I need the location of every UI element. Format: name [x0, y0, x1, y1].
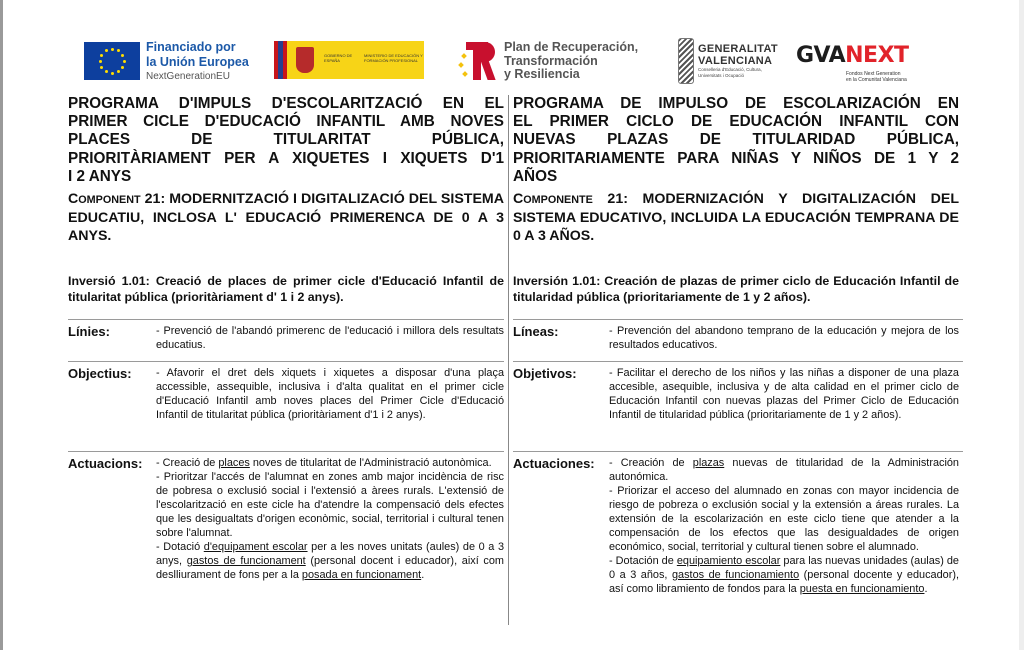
title-line: PRIMER CICLE D'EDUCACIÓ INFANTIL AMB NOVES: [68, 113, 504, 131]
row-label: Objetivos:: [513, 366, 577, 381]
underlined-term: gastos de funcionament: [186, 555, 306, 567]
row-paragraph: [609, 366, 959, 422]
text-run: - Facilitar el derecho de los niños y las niñas a disponer de una plaza accesible, asequible, inclusiva y de alta calidad en el primer ciclo de Educación Infantil con nuevas plazas del Primer Ciclo de Educación Infantil de titularidad pública (prioritariamente de 1 y 2 años).: [609, 367, 959, 421]
text-run: para las nuevas unidades (aulas) de 0 a 3 años,: [609, 555, 959, 581]
component-prefix-cap: C: [68, 191, 79, 208]
component-prefix-cap: C: [513, 191, 524, 208]
eu-star-icon: [111, 72, 114, 75]
row-body: [156, 366, 504, 422]
page-left-edge: [0, 0, 3, 650]
row-paragraph: [156, 366, 504, 422]
component-heading: [68, 190, 504, 246]
title-line: PLACES DE TITULARITAT PÚBLICA,: [68, 131, 504, 149]
prtr-line-3: y Resiliencia: [504, 67, 580, 81]
row-body: [609, 366, 959, 422]
eu-star-icon: [111, 48, 114, 51]
underlined-term: places: [218, 457, 250, 469]
text-run: - Dotació: [156, 541, 204, 553]
program-title: [68, 95, 504, 186]
text-run: (personal docent i educador), així com deslliurament de fons per a la: [156, 555, 505, 581]
generalitat-text: [698, 43, 778, 79]
gvanext-next: NEXT: [845, 43, 909, 68]
page-right-edge: [1019, 0, 1024, 650]
text-run: - Prevenció de l'abandó primerenc de l'educació i millora dels resultats educatius.: [156, 325, 504, 351]
row-paragraph: [156, 456, 504, 470]
gvanext-gva: GVA: [796, 43, 846, 68]
row-paragraph: [609, 324, 959, 352]
text-run: - Creació de: [156, 457, 219, 469]
component-heading: [513, 190, 959, 246]
gv-line-4: Universitats i Ocupació: [698, 73, 745, 78]
eu-star-icon: [99, 60, 102, 63]
eu-star-icon: [105, 70, 108, 73]
column-divider: [508, 95, 509, 625]
row-paragraph: [609, 554, 959, 596]
text-run: .: [924, 583, 928, 595]
underlined-term: posada en funcionament: [301, 569, 422, 581]
text-run: (personal docente y educador), así como libramiento de fondos para la: [609, 569, 959, 595]
text-run: - Afavorir el dret dels xiquets i xiquetes a disposar d'una plaça accessible, assequible, inclusiva i d'alta qualitat en el primer cicle d'Educació Infantil amb noves places del Primer Cicle d'Educació Infantil de titularitat pública (prioritàriament d'1 i 2 anys).: [156, 367, 504, 421]
generalitat-crest-icon: [678, 38, 694, 84]
row-label: Objectius:: [68, 366, 132, 381]
program-title: [513, 95, 959, 186]
row-paragraph: [609, 484, 959, 554]
text-run: - Prevención del abandono temprano de la educación y mejora de los resultados educativos.: [609, 325, 959, 351]
text-run: - Creación de: [609, 457, 693, 469]
underlined-term: puesta en funcionamiento: [799, 583, 925, 595]
eu-star-icon: [117, 70, 120, 73]
row-label: Línies:: [68, 324, 110, 339]
eu-star-icon: [100, 66, 103, 69]
gvanext-wordmark: [796, 43, 909, 68]
row-paragraph: [156, 470, 504, 540]
prtr-text: [504, 41, 638, 82]
gvanext-subtitle: [846, 71, 907, 83]
table-row-actions: [513, 451, 963, 621]
text-run: per a les noves unitats (aules) de 0 a 3 anys,: [156, 541, 504, 567]
row-label: Actuaciones:: [513, 456, 595, 471]
title-line: PROGRAMA DE IMPULSO DE ESCOLARIZACIÓN EN: [513, 95, 959, 112]
coat-of-arms-icon: [296, 47, 314, 73]
gobierno-banner: [274, 41, 424, 79]
eu-star-icon: [100, 54, 103, 57]
row-body: [609, 456, 959, 596]
prtr-line-2: Transformación: [504, 53, 598, 68]
underlined-term: d'equipament escolar: [203, 541, 308, 553]
eu-line-2: la Unión Europea: [146, 55, 249, 69]
ministerio-text: MINISTERIO DE EDUCACIÓN Y FORMACIÓN PROFESIONAL: [364, 53, 423, 63]
table-row-lines: [513, 319, 963, 361]
gv-line-1: GENERALITAT: [698, 43, 778, 55]
gv-line-2: VALENCIANA: [698, 55, 773, 67]
underlined-term: gastos de funcionamiento: [671, 569, 800, 581]
gvanext-sub-1: Fondos Next Generation: [846, 71, 901, 77]
prtr-line-1: Plan de Recuperación,: [504, 40, 639, 54]
eu-flag-icon: [84, 42, 140, 80]
component-prefix-small: OMPONENT: [78, 194, 141, 207]
gobierno-text: GOBIERNO DE ESPAÑA: [324, 53, 353, 63]
table-row-lines: [68, 319, 504, 361]
text-run: .: [421, 569, 425, 581]
row-body: [156, 324, 504, 352]
table-row-actions: [68, 451, 504, 621]
eu-star-icon: [121, 66, 124, 69]
tr-mark-icon: [462, 42, 500, 80]
eu-star-icon: [123, 60, 126, 63]
underlined-term: plazas: [692, 457, 725, 469]
eu-line-1: Financiado por: [146, 40, 236, 54]
eu-star-icon: [105, 49, 108, 52]
gv-line-3: Conselleria d'Educació, Cultura,: [698, 67, 762, 72]
row-paragraph: [156, 540, 504, 582]
funding-logos-bar: [84, 38, 934, 88]
row-body: [609, 324, 959, 352]
column-valencian: [68, 95, 505, 581]
title-line: PROGRAMA D'IMPULS D'ESCOLARITZACIÓ EN EL: [68, 95, 504, 112]
title-line: NUEVAS PLAZAS DE TITULARIDAD PÚBLICA,: [513, 131, 959, 149]
text-run: nuevas de titularidad de la Administración autonómica.: [609, 457, 959, 483]
row-paragraph: [156, 324, 504, 352]
title-line: EL PRIMER CICLO DE EDUCACIÓN INFANTIL CON: [513, 113, 959, 131]
column-spanish: [513, 95, 959, 595]
eu-logo-text: [146, 40, 249, 84]
component-text: 21: MODERNITZACIÓ I DIGITALIZACIÓ DEL SISTEMA EDUCATIU, INCLOSA L' EDUCACIÓ PRIMERENCA DE 0 A 3 ANYS.: [68, 191, 504, 245]
text-run: - Prioritzar l'accés de l'alumnat en zones amb major incidència de risc de pobresa o exclusió social i l'extensió a àrees rurals. L'extensió de l'escolarització en este cicle ha d'atendre la compensació dels efectes que les desigualtats d'origen econòmic, social, territorial i cultural tenen sobre l'alumnat.: [156, 471, 504, 539]
eu-line-3: NextGenerationEU: [146, 71, 230, 82]
title-line: AÑOS: [513, 167, 558, 185]
text-run: - Dotación de: [609, 555, 677, 567]
underlined-term: equipamiento escolar: [676, 555, 781, 567]
component-text: 21: MODERNIZACIÓN Y DIGITALIZACIÓN DEL SISTEMA EDUCATIVO, INCLUIDA LA EDUCACIÓN TEMPRANA DE 0 A 3 AÑOS.: [513, 191, 959, 245]
row-paragraph: [609, 456, 959, 484]
title-line: PRIORITÀRIAMENT PER A XIQUETES I XIQUETS D'1: [68, 149, 504, 167]
eu-star-icon: [121, 54, 124, 57]
text-run: noves de titularitat de l'Administració autonòmica.: [249, 457, 492, 469]
title-line: PRIORITARIAMENTE PARA NIÑAS Y NIÑOS DE 1 Y 2: [513, 149, 959, 167]
investment-heading: Inversió 1.01: Creació de places de primer cicle d'Educació Infantil de titularitat pública (prioritàriament d' 1 i 2 anys).: [68, 274, 504, 304]
investment-heading: Inversión 1.01: Creación de plazas de primer ciclo de Educación Infantil de titularidad pública (prioritariamente de 1 y 2 años).: [513, 274, 959, 304]
eu-star-icon: [117, 49, 120, 52]
component-prefix-small: OMPONENTE: [523, 194, 593, 207]
table-row-objectives: [513, 361, 963, 451]
row-body: [156, 456, 504, 582]
text-run: - Priorizar el acceso del alumnado en zonas con mayor incidencia de riesgo de pobreza o exclusión social y la extensión a áreas rurales. La extensión de la escolarización en este ciclo tiene que atender a la compensación de los efectos que las desigualdades de origen económico, social, territorial y cultural tienen sobre el alumnado.: [609, 485, 959, 553]
row-label: Líneas:: [513, 324, 559, 339]
title-line: I 2 ANYS: [68, 167, 132, 185]
row-label: Actuacions:: [68, 456, 143, 471]
gvanext-sub-2: en la Comunitat Valenciana: [846, 77, 907, 83]
eu-stars-stripe: [278, 41, 283, 79]
table-row-objectives: [68, 361, 504, 451]
